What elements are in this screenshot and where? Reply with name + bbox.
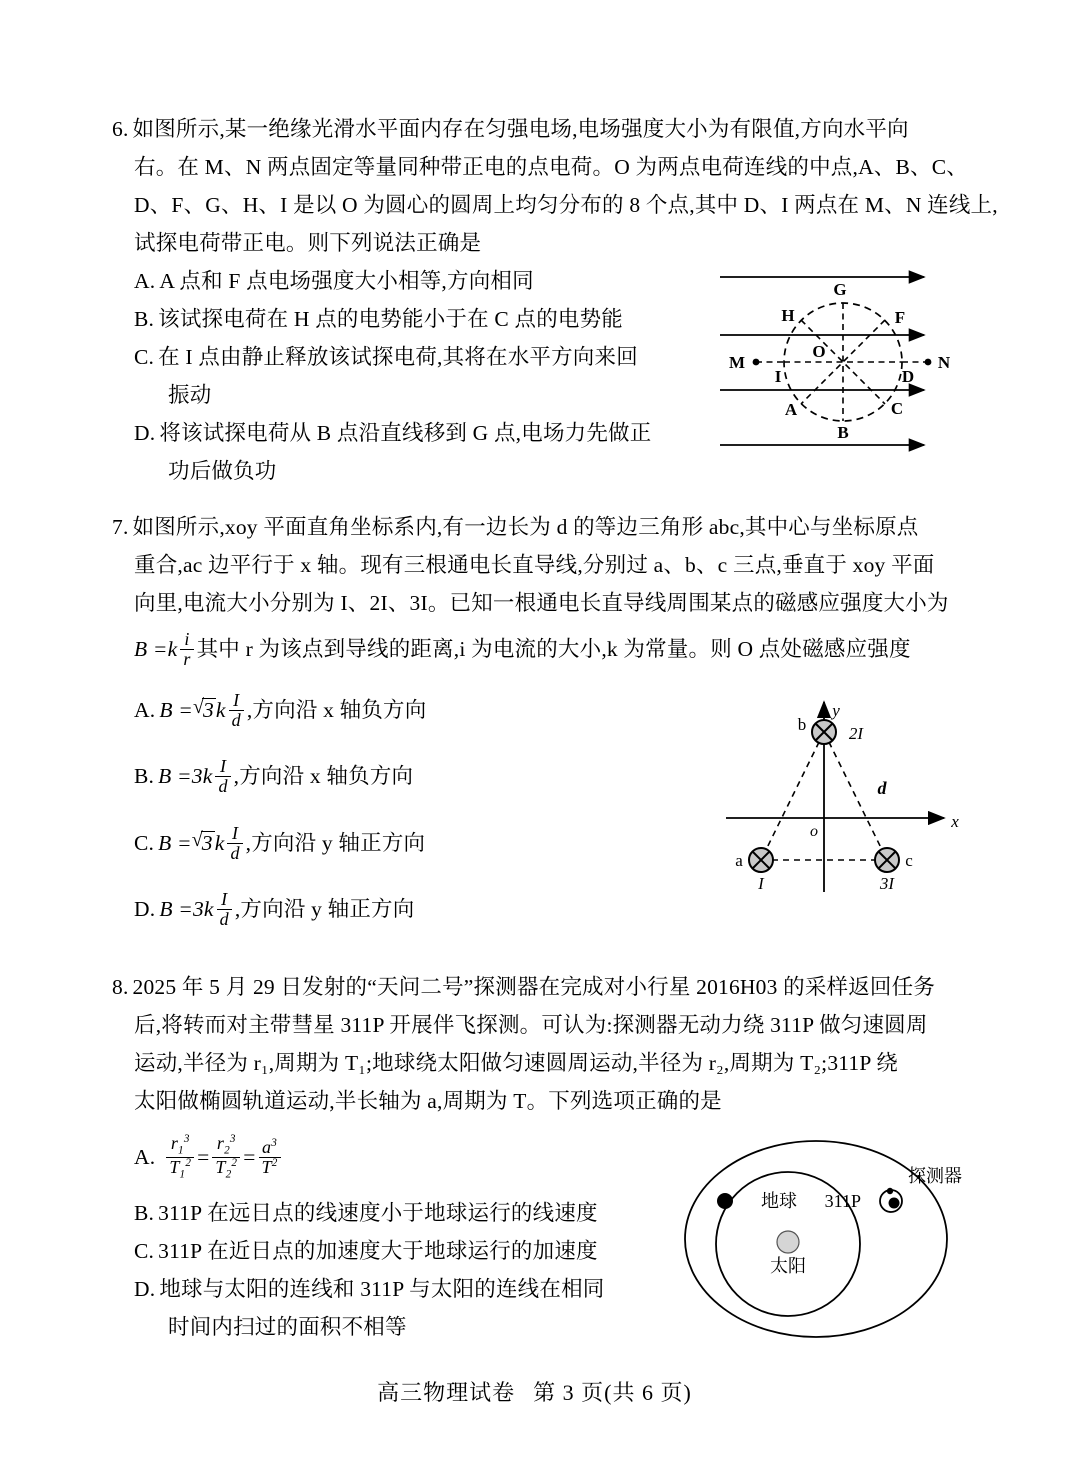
label-D: D: [901, 367, 915, 386]
q8-option-b[interactable]: B. 311P 在远日点的线速度小于地球运行的线速度: [134, 1201, 598, 1225]
sqrt-icon: √ 3: [193, 676, 216, 743]
wire-a-marker: [749, 848, 773, 872]
q8-frac-3: $\frac{a^3}{T^2}$: [259, 1138, 281, 1177]
q8-option-c[interactable]: C. 311P 在近日点的加速度大于地球运行的加速度: [134, 1239, 598, 1263]
footer-page: 第 3 页(共 6 页): [533, 1380, 692, 1405]
label-H: H: [781, 306, 795, 325]
q6-number: 6.: [112, 117, 129, 141]
label-current-3I: 3I: [879, 874, 895, 893]
label-current-I: I: [758, 874, 764, 893]
label-y-axis: y: [832, 701, 840, 720]
earth-marker: [717, 1193, 733, 1209]
label-B: B: [837, 423, 849, 442]
label-vertex-a: a: [735, 851, 743, 870]
q7-formula-coef: k: [167, 637, 178, 661]
q6-stem-line-1: 6. 如图所示,某一绝缘光滑水平面内存在匀强电场,电场强度大小为有限值,方向水平向: [112, 117, 909, 141]
electric-field-circle-svg: [712, 262, 984, 482]
probe-marker: [887, 1188, 893, 1194]
q8-stem-line-2: 后,将转而对主带彗星 311P 开展伴飞探测。可认为:探测器无动力绕 311P 做匀速圆周: [134, 1013, 928, 1037]
label-N: N: [937, 353, 951, 372]
wire-b-marker: [812, 720, 836, 744]
label-F: F: [894, 308, 906, 327]
label-origin: o: [810, 823, 818, 840]
q6-stem-line-2: 右。在 M、N 两点固定等量同种带正电的点电荷。O 为两点电荷连线的中点,A、B、C、: [134, 155, 968, 179]
q8-stem-line-4: 太阳做椭圆轨道运动,半长轴为 a,周期为 T。下列选项正确的是: [134, 1089, 722, 1113]
wire-c-marker: [875, 848, 899, 872]
q6-figure: [712, 262, 984, 482]
q7-stem-line-1: 7. 如图所示,xoy 平面直角坐标系内,有一边长为 d 的等边三角形 abc,其中心与坐标原点: [112, 515, 919, 539]
label-M: M: [728, 353, 746, 372]
label-O: O: [812, 342, 826, 361]
q7-option-d[interactable]: D. B =3k $\frac{I}{d}$ ,方向沿 y 轴正方向: [134, 889, 415, 930]
q7-stem-line-2: 重合,ac 边平行于 x 轴。现有三根通电长直导线,分别过 a、b、c 三点,垂直于 xoy 平面: [134, 553, 935, 577]
q7-formula-fraction: $\frac{i}{r}$: [180, 630, 193, 669]
q6-stem-line-4: 试探电荷带正电。则下列说法正确是: [134, 231, 482, 255]
triangle-current-svg: [706, 690, 976, 900]
label-probe: 探测器: [908, 1166, 962, 1186]
label-earth: 地球: [761, 1191, 797, 1211]
q6-option-c[interactable]: C. 在 I 点由静止释放该试探电荷,其将在水平方向来回: [134, 345, 638, 369]
q7-number: 7.: [112, 515, 129, 539]
label-vertex-b: b: [797, 715, 807, 734]
q6-option-a[interactable]: A. A 点和 F 点电场强度大小相等,方向相同: [134, 269, 534, 293]
q8-option-d[interactable]: D. 地球与太阳的连线和 311P 与太阳的连线在相同: [134, 1277, 605, 1301]
q6-option-d-cont: 功后做负功: [168, 459, 277, 483]
label-A: A: [784, 400, 798, 419]
label-311p: 311P: [824, 1191, 861, 1211]
q7-figure: [706, 690, 976, 900]
q6-stem-line-3: D、F、G、H、I 是以 O 为圆心的圆周上均匀分布的 8 个点,其中 D、I 两点在 M、N 连线上,: [134, 193, 998, 217]
comet-marker: [889, 1198, 900, 1209]
q8-figure: [676, 1134, 986, 1349]
label-x-axis: x: [951, 812, 959, 831]
label-C: C: [890, 399, 904, 418]
q8-stem-line-3: 运动,半径为 r₁,周期为 T₁;地球绕太阳做匀速圆周运动,半径为 r₂,周期为 T₂;311P 绕: [134, 1051, 899, 1075]
side-ab: [761, 732, 824, 860]
q8-option-d-cont: 时间内扫过的面积不相等: [168, 1315, 407, 1339]
q6-option-b[interactable]: B. 该试探电荷在 H 点的电势能小于在 C 点的电势能: [134, 307, 623, 331]
q8-option-a[interactable]: A. $\frac{r_1^3}{T_1^2}$ = $\frac{r_2^3}{T_2^2}$ = $\frac{a^3}{T^2}$: [112, 1120, 992, 1194]
q7-option-c[interactable]: C. B = √ 3k $\frac{I}{d}$ ,方向沿 y 轴正方向: [112, 809, 992, 876]
sqrt-icon: √ 3: [192, 809, 215, 876]
charge-m-dot: [753, 359, 760, 366]
label-vertex-c: c: [905, 851, 913, 870]
label-I: I: [774, 367, 782, 386]
page-footer: [0, 1376, 1069, 1407]
orbit-svg: [676, 1134, 986, 1349]
q8-frac-1: $\frac{r_1^3}{T_1^2}$: [166, 1134, 194, 1182]
q7-stem-line-3: 向里,电流大小分别为 I、2I、3I。已知一根通电长直导线周围某点的磁感应强度大小为: [134, 591, 949, 615]
label-sun: 太阳: [770, 1256, 806, 1276]
q7-option-a[interactable]: A. B = √ 3k $\frac{I}{d}$ ,方向沿 x 轴负方向: [112, 676, 992, 743]
footer-subject: 高三物理试卷: [377, 1380, 516, 1405]
label-side-d: d: [877, 778, 887, 798]
q7-option-b[interactable]: B. B =3k $\frac{I}{d}$ ,方向沿 x 轴负方向: [134, 756, 414, 797]
charge-n-dot: [925, 359, 932, 366]
q7-stem-line-4: B =k $\frac{i}{r}$ 其中 r 为该点到导线的距离,i 为电流的大小,k 为常量。则 O 点处磁感应强度: [134, 629, 911, 670]
q7-formula-lead: B =: [134, 637, 168, 661]
q6-option-c-cont: 振动: [168, 383, 212, 407]
q8-stem-line-1: 8. 2025 年 5 月 29 日发射的“天问二号”探测器在完成对小行星 2016H03 的采样返回任务: [112, 975, 936, 999]
label-G: G: [833, 280, 847, 299]
q8-frac-2: $\frac{r_2^3}{T_2^2}$: [212, 1134, 240, 1182]
q8-number: 8.: [112, 975, 129, 999]
sun-marker: [777, 1231, 799, 1253]
label-current-2I: 2I: [848, 724, 864, 743]
q6-option-d[interactable]: D. 将该试探电荷从 B 点沿直线移到 G 点,电场力先做正: [134, 421, 652, 445]
